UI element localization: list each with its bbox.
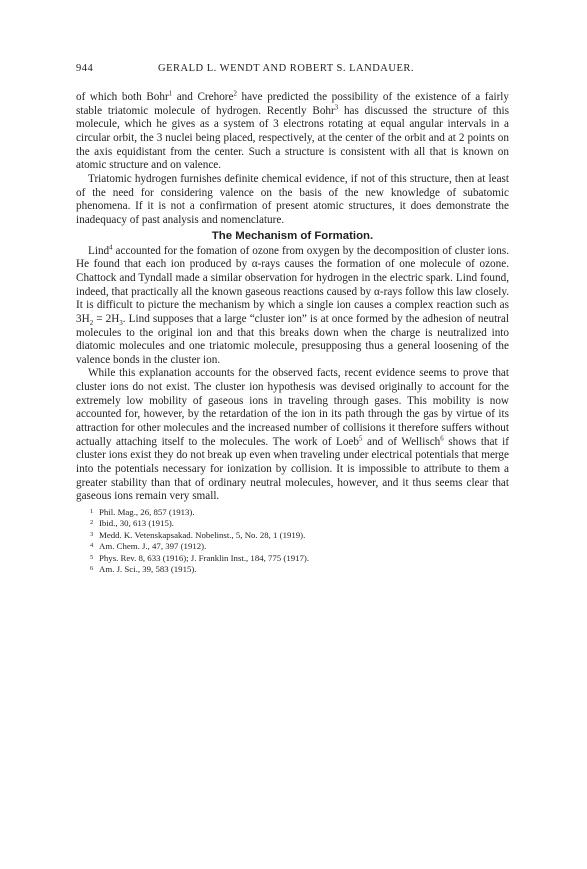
footnote bbox=[90, 507, 509, 518]
footnote-ref-2: 2 bbox=[233, 90, 237, 98]
paragraph-4-text-b: and of Wellisch bbox=[362, 435, 441, 448]
footnote bbox=[90, 530, 509, 541]
footnote-text: Phil. Mag., 26, 857 (1913). bbox=[99, 507, 195, 518]
footnote-text: Medd. K. Vetenskapsakad. Nobelinst., 5, No. 28, 1 (1919). bbox=[99, 529, 306, 540]
footnote-number: 1 bbox=[90, 508, 94, 516]
footnote-ref-6: 6 bbox=[440, 435, 444, 443]
paragraph-4-text-a: While this explanation accounts for the observed facts, recent evidence seems to prove that cluster ions do not exist. The cluster ion hypothesis was devised originally to account for the extremely low mobility of gaseous ions in traveling through gases. This mobility is now accounted for, however, by the retardation of the ion in its path through the gas by virtue of its attraction for other molecules and the increased number of collisions it therefore suffers without actually attaching itself to the molecules. The work of Loeb bbox=[76, 367, 509, 448]
running-title: GERALD L. WENDT AND ROBERT S. LANDAUER. bbox=[158, 63, 414, 74]
page-header bbox=[76, 63, 511, 79]
paragraph-1 bbox=[76, 91, 509, 173]
paragraph-3 bbox=[76, 245, 509, 368]
footnote bbox=[90, 541, 509, 552]
paragraph-3-text-c: = 2H bbox=[93, 312, 120, 325]
footnote-number: 5 bbox=[90, 553, 94, 561]
section-heading: The Mechanism of Formation. bbox=[211, 229, 374, 242]
footnotes bbox=[76, 507, 509, 575]
paragraph-1-text-d: has discussed the structure of this molecule, which he gives as a system of 3 electrons rotating at equal angular intervals in a circular orbit, the 3 nuclei being placed, respectively, at the center of the orbit and at 2 points on the axis equidistant from the center. Such a structure is consistent with all that is known on atomic structure and on valence. bbox=[76, 104, 509, 172]
footnote-text: Am. J. Sci., 39, 583 (1915). bbox=[99, 564, 197, 575]
paragraph-3-text-b: accounted for the fomation of ozone from oxygen by the decomposition of cluster ions. He found that each ion produced by α-rays causes the formation of one molecule of ozone. Chattock and Tyndall made a similar observation for hydrogen in the electric spark. Lind found, indeed, that practically all the known gaseous reactions caused by α-rays follow this law closely. It is difficult to picture the mechanism by which a single ion causes a complex reaction such as 3H bbox=[76, 244, 509, 325]
footnote-text: Phys. Rev. 8, 633 (1916); J. Franklin Inst., 184, 775 (1917). bbox=[99, 552, 310, 563]
paragraph-1-text-a: of which both Bohr bbox=[76, 91, 169, 103]
footnote-ref-5: 5 bbox=[359, 435, 363, 443]
subscript: 2 bbox=[89, 320, 94, 328]
paragraph-3-text-a: Lind bbox=[88, 244, 110, 257]
page-number: 944 bbox=[76, 63, 94, 74]
paragraph-4 bbox=[76, 367, 509, 504]
footnote-number: 6 bbox=[90, 565, 94, 573]
footnote-ref-4: 4 bbox=[109, 243, 113, 251]
paragraph-1-text-c: have predicted the possibility of the existence of a fairly stable triatomic molecule of hydrogen. Recently Bohr bbox=[76, 91, 509, 117]
footnote-text: Am. Chem. J., 47, 397 (1912). bbox=[99, 541, 207, 552]
footnote-text: Ibid., 30, 613 (1915). bbox=[99, 518, 175, 529]
paragraph-2: Triatomic hydrogen furnishes definite chemical evidence, if not of this structure, then at least of the need for considering valence on the basis of the new knowledge of subatomic phenomena. If it is not a confirmation of present atomic structures, it does demonstrate the inadequacy of past analysis and nomenclature. bbox=[76, 172, 509, 226]
paragraph-3-text-d: . Lind supposes that a large “cluster ion” is at once formed by the adhesion of neutral molecules to the original ion and that this breaks down when the charge is neutralized into diatomic molecules and one triatomic molecule, presupposing thus a general loosening of the valence bonds in the cluster ion. bbox=[76, 312, 509, 366]
footnote-ref-1: 1 bbox=[168, 90, 173, 98]
footnote-number: 4 bbox=[90, 542, 94, 550]
footnote bbox=[90, 518, 509, 529]
footnote bbox=[90, 553, 509, 564]
footnote-number: 3 bbox=[90, 530, 94, 538]
paragraph-1-text-b: and Crehore bbox=[172, 91, 234, 103]
article-body bbox=[76, 91, 509, 575]
paragraph-4-text-c: shows that if cluster ions exist they do not break up even when traveling under electrical potentials that merge into the potentials necessary for ionization by collision. It is impossible to attribute to them a greater stability than that of ordinary neutral molecules, however, and it thus seems clear that gaseous ions remain very small. bbox=[76, 435, 510, 503]
footnote-ref-3: 3 bbox=[334, 103, 339, 111]
subscript: 3 bbox=[119, 320, 123, 328]
footnote bbox=[90, 564, 509, 575]
footnote-number: 2 bbox=[90, 519, 94, 527]
